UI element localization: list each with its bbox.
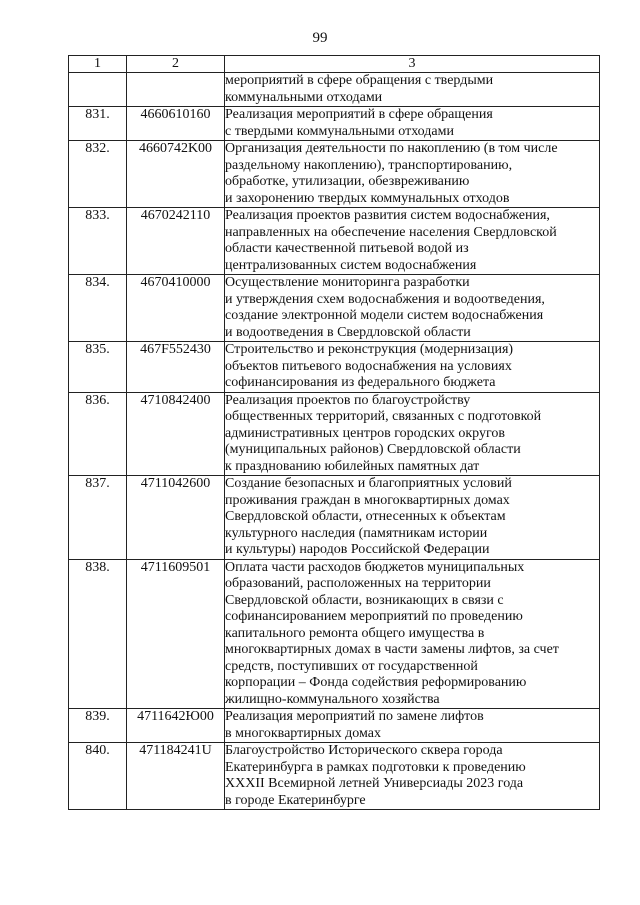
table-row: [69, 141, 600, 208]
column-header-number: 1: [69, 56, 127, 73]
description-line: к празднованию юбилейных памятных дат: [225, 458, 480, 474]
column-header-code: 2: [127, 56, 225, 73]
table-row: [69, 743, 600, 810]
description-line: и водоотведения в Свердловской области: [225, 324, 471, 340]
row-number-cell: [69, 73, 127, 107]
description-line: софинансированием мероприятий по проведению: [225, 609, 523, 624]
description-cell: [225, 107, 600, 141]
budget-code-cell: 4660610160: [127, 107, 225, 141]
description-cell: [225, 208, 600, 275]
row-number-cell: 836.: [69, 392, 127, 476]
description-cell: [225, 709, 600, 743]
description-line: обработке, утилизации, обезвреживанию: [225, 174, 470, 189]
row-number-cell: 838.: [69, 559, 127, 709]
row-number-cell: 840.: [69, 743, 127, 810]
table-row: [69, 73, 600, 107]
description-cell: [225, 476, 600, 560]
description-cell: [225, 392, 600, 476]
description-line: Оплата части расходов бюджетов муниципальных: [225, 559, 525, 575]
description-line: многоквартирных домах в части замены лифтов, за счет: [225, 642, 559, 657]
description-line: создание электронной модели систем водоснабжения: [225, 308, 544, 323]
description-line: в городе Екатеринбурге: [225, 792, 366, 808]
description-line: Создание безопасных и благоприятных условий: [225, 476, 512, 491]
budget-code-cell: 4711642Ю00: [127, 709, 225, 743]
description-cell: [225, 275, 600, 342]
description-line: мероприятий в сфере обращения с твердыми: [225, 73, 494, 88]
description-cell: [225, 141, 600, 208]
table-row: [69, 107, 600, 141]
description-line: образований, расположенных на территории: [225, 576, 491, 591]
description-line: Организация деятельности по накоплению (в том числе: [225, 141, 558, 156]
table-row: [69, 392, 600, 476]
description-cell: [225, 342, 600, 393]
row-number-cell: 837.: [69, 476, 127, 560]
row-number-cell: 831.: [69, 107, 127, 141]
description-line: направленных на обеспечение населения Свердловской: [225, 224, 557, 240]
description-line: Строительство и реконструкция (модернизация): [225, 342, 514, 357]
description-line: и утверждения схем водоснабжения и водоотведения,: [225, 291, 545, 307]
table-body: [69, 73, 600, 810]
description-line: и культуры) народов Российской Федерации: [225, 542, 490, 557]
table-row: [69, 559, 600, 709]
description-line: раздельному накоплению), транспортированию,: [225, 157, 513, 173]
description-line: (муниципальных районов) Свердловской области: [225, 442, 521, 457]
description-line: Екатеринбурга в рамках подготовки к проведению: [225, 759, 526, 775]
description-line: софинансирования из федерального бюджета: [225, 375, 496, 390]
document-table: [68, 55, 600, 810]
description-line: административных центров городских округов: [225, 425, 505, 441]
description-line: Свердловской области, отнесенных к объектам: [225, 509, 506, 524]
table-row: [69, 342, 600, 393]
description-line: коммунальными отходами: [225, 89, 383, 105]
budget-code-cell: [127, 73, 225, 107]
row-number-cell: 839.: [69, 709, 127, 743]
description-line: Реализация мероприятий в сфере обращения: [225, 107, 493, 122]
description-line: капитального ремонта общего имущества в: [225, 625, 485, 641]
description-line: объектов питьевого водоснабжения на условиях: [225, 358, 512, 374]
budget-code-cell: 4660742K00: [127, 141, 225, 208]
row-number-cell: 833.: [69, 208, 127, 275]
page-number: 99: [312, 30, 328, 46]
budget-code-cell: 471184241U: [127, 743, 225, 810]
description-line: корпорации – Фонда содействия реформированию: [225, 675, 527, 690]
description-line: Реализация проектов развития систем водоснабжения,: [225, 208, 550, 223]
description-line: Благоустройство Исторического сквера города: [225, 743, 503, 758]
description-line: проживания граждан в многоквартирных домах: [225, 492, 510, 508]
description-line: Осуществление мониторинга разработки: [225, 275, 470, 290]
table-row: [69, 208, 600, 275]
budget-code-cell: 4670410000: [127, 275, 225, 342]
description-line: Реализация мероприятий по замене лифтов: [225, 709, 484, 724]
description-cell: [225, 743, 600, 810]
budget-code-cell: 4711609501: [127, 559, 225, 709]
table-row: [69, 476, 600, 560]
description-cell: [225, 559, 600, 709]
description-line: с твердыми коммунальными отходами: [225, 123, 454, 139]
description-line: и захоронению твердых коммунальных отходов: [225, 190, 510, 206]
description-line: XXXII Всемирной летней Универсиады 2023 года: [225, 776, 524, 791]
description-line: области качественной питьевой водой из: [225, 241, 469, 256]
row-number-cell: 835.: [69, 342, 127, 393]
description-line: Свердловской области, возникающих в связи с: [225, 592, 504, 608]
budget-code-cell: 467F552430: [127, 342, 225, 393]
description-line: культурного наследия (памятникам истории: [225, 525, 488, 541]
budget-code-cell: 4711042600: [127, 476, 225, 560]
description-line: жилищно-коммунального хозяйства: [225, 691, 440, 707]
table-header-row: [69, 56, 600, 73]
table-row: [69, 709, 600, 743]
description-line: в многоквартирных домах: [225, 725, 381, 741]
table-row: [69, 275, 600, 342]
row-number-cell: 834.: [69, 275, 127, 342]
column-header-description: 3: [225, 56, 600, 73]
description-line: централизованных систем водоснабжения: [225, 257, 477, 273]
description-line: средств, поступивших от государственной: [225, 658, 478, 674]
budget-code-cell: 4670242110: [127, 208, 225, 275]
budget-code-cell: 4710842400: [127, 392, 225, 476]
row-number-cell: 832.: [69, 141, 127, 208]
description-line: Реализация проектов по благоустройству: [225, 392, 471, 408]
description-line: общественных территорий, связанных с подготовкой: [225, 409, 542, 424]
description-cell: [225, 73, 600, 107]
